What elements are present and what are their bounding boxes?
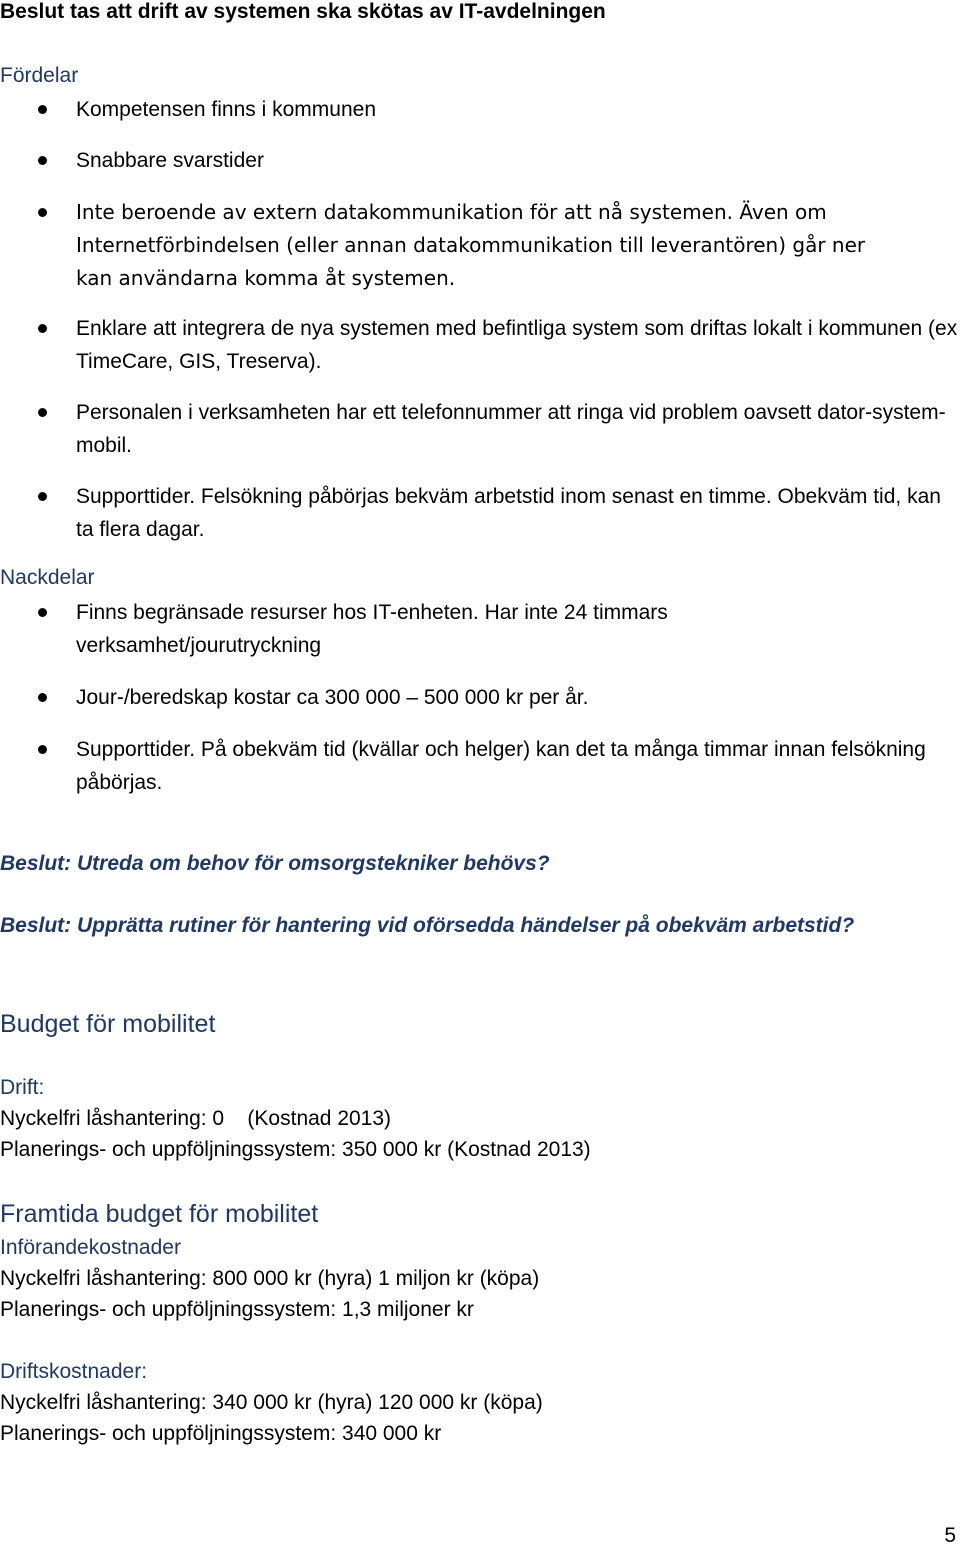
drifts-line: Nyckelfri låshantering: 340 000 kr (hyra) 120 000 kr (köpa) [0, 1391, 543, 1414]
budget-heading: Budget för mobilitet [0, 1010, 216, 1038]
driftskostnader-label: Driftskostnader: [0, 1360, 148, 1383]
list-item-text: Enklare att integrera de nya systemen med befintliga system som driftas lokalt i kommunen (ex TimeCare, GIS, Treserva). [76, 317, 958, 373]
bullet-icon [38, 608, 47, 617]
framtida-heading: Framtida budget för mobilitet [0, 1200, 319, 1228]
bullet-icon [38, 693, 47, 702]
page-title: Beslut tas att drift av systemen ska skötas av IT-avdelningen [0, 0, 606, 23]
list-item-text: Snabbare svarstider [76, 149, 264, 172]
inforandekostnader-label: Införandekostnader [0, 1236, 181, 1259]
drifts-line: Planerings- och uppföljningssystem: 340 000 kr [0, 1422, 442, 1445]
bullet-icon [38, 492, 47, 501]
nackdelar-label: Nackdelar [0, 566, 95, 589]
list-item-text: Supporttider. På obekväm tid (kvällar och helger) kan det ta många timmar innan felsökning påbörjas. [76, 738, 926, 794]
bullet-icon [38, 156, 47, 165]
bullet-icon [38, 105, 47, 114]
budget-line: Nyckelfri låshantering: 0 (Kostnad 2013) [0, 1107, 392, 1130]
list-item-text: Inte beroende av extern datakommunikation för att nå systemen. Även om Internetförbindelsen (eller annan datakommunikation till leverantören) går ner kan användarna komma åt systemen. [76, 200, 866, 290]
beslut-omsorgstekniker: Beslut: Utreda om behov för omsorgstekniker behövs? [0, 852, 550, 875]
bullet-icon [38, 324, 47, 333]
list-item-text: Jour-/beredskap kostar ca 300 000 – 500 000 kr per år. [76, 686, 589, 709]
inforande-line: Nyckelfri låshantering: 800 000 kr (hyra) 1 miljon kr (köpa) [0, 1267, 540, 1290]
budget-line: Planerings- och uppföljningssystem: 350 000 kr (Kostnad 2013) [0, 1138, 591, 1161]
bullet-icon [38, 208, 47, 217]
fordelar-label: Fördelar [0, 64, 79, 87]
page-number: 5 [944, 1524, 956, 1547]
list-item-text: Supporttider. Felsökning påbörjas bekväm arbetstid inom senast en timme. Obekväm tid, kan ta flera dagar. [76, 485, 941, 541]
list-item-text: Kompetensen finns i kommunen [76, 98, 376, 121]
inforande-line: Planerings- och uppföljningssystem: 1,3 miljoner kr [0, 1298, 474, 1321]
bullet-icon [38, 408, 47, 417]
drift-label: Drift: [0, 1076, 45, 1099]
bullet-icon [38, 745, 47, 754]
beslut-rutiner: Beslut: Upprätta rutiner för hantering vid oförsedda händelser på obekväm arbetstid? [0, 914, 855, 937]
list-item-text: Personalen i verksamheten har ett telefonnummer att ringa vid problem oavsett dator-system-mobil. [76, 401, 946, 457]
list-item-text: Finns begränsade resurser hos IT-enheten. Har inte 24 timmars verksamhet/jourutryckning [76, 601, 668, 657]
